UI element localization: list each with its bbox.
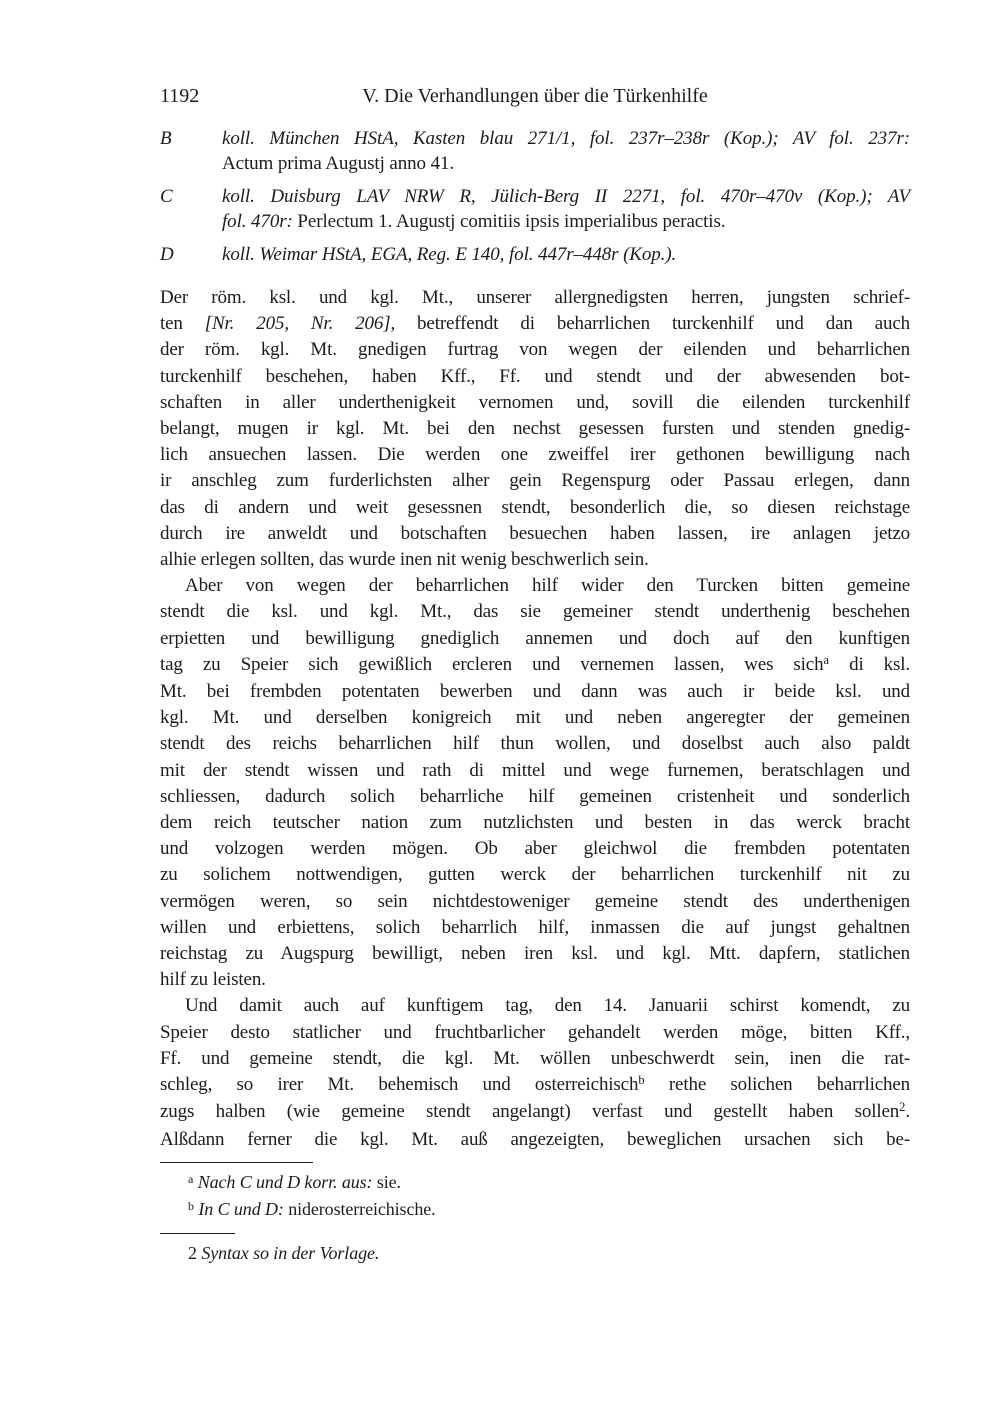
text-line [160, 1197, 910, 1224]
text-line [160, 1099, 910, 1126]
text-run: reichstag zu Augspurg bewilligt, neben iren ksl. und kgl. Mtt. dapfern, statlichen [160, 943, 910, 965]
text-line [160, 495, 910, 521]
commentary-notes [160, 1241, 910, 1266]
text-line [160, 915, 910, 941]
text-line [222, 209, 910, 234]
text-run: Syntax so in der Vorlage. [201, 1242, 380, 1263]
text-run: schliessen, dadurch solich beharrliche hilf gemeinen cristenheit und sonderlich [160, 785, 910, 807]
text-run: vermögen weren, so sein nichtdestoweniger gemeine stendt des underthenigen [160, 890, 910, 912]
text-line [160, 862, 910, 888]
text-line [160, 652, 910, 679]
paragraph-3 [160, 993, 910, 1152]
text-run: Ff. und gemeine stendt, die kgl. Mt. wöllen unbeschwerdt sein, inen die rat- [160, 1047, 910, 1069]
text-run: , betreffendt di beharrlichen turckenhilf und dan auch [390, 313, 910, 335]
text-run: willen und erbiettens, solich beharrlich hilf, inmassen die auf jungst gehaltnen [160, 916, 910, 938]
running-head: V. Die Verhandlungen über die Türkenhilfe [362, 85, 708, 107]
text-line [160, 521, 910, 547]
text-run: stendt die ksl. und kgl. Mt., das sie gemeiner stendt underthenig beschehen [160, 601, 910, 623]
text-run: Perlectum 1. Augustj comitiis ipsis imperialibus peractis. [292, 211, 726, 232]
text-run: di ksl. [829, 653, 910, 675]
text-line [160, 967, 910, 993]
text-run: das di andern und weit gesessnen stendt, besonderlich die, so diesen reichstage [160, 496, 910, 518]
text-line [160, 390, 910, 416]
text-line [160, 705, 910, 731]
source-reference [222, 126, 910, 176]
text-run: koll. Weimar HStA, EGA, Reg. E 140, fol. 447r–448r (Kop.). [222, 244, 677, 265]
footnote-marker: b [188, 1198, 194, 1213]
text-run: koll. Duisburg LAV NRW R, Jülich-Berg II 2271, fol. 470r–470v (Kop.); AV [222, 186, 910, 207]
text-run: Mt. bei frembden potentaten bewerben und dann was auch ir beide ksl. und [160, 681, 910, 703]
text-line [222, 151, 910, 176]
source-reference [222, 242, 910, 267]
text-line [160, 1046, 910, 1072]
text-run: niderosterreichische. [283, 1198, 436, 1219]
text-line [160, 1127, 910, 1153]
page-number: 1192 [160, 85, 200, 107]
text-run: In C und D: [194, 1198, 284, 1219]
text-run: schleg, so irer Mt. behemisch und osterreichisch [160, 1074, 639, 1096]
text-line [160, 285, 910, 311]
text-line [160, 941, 910, 967]
text-line [160, 599, 910, 625]
text-run: . [905, 1101, 910, 1123]
footnote-marker: a [188, 1171, 194, 1186]
text-run: schaften in aller underthenigkeit vernomen und, sovill die eilenden turckenhilf [160, 391, 910, 413]
text-run: Aber von wegen der beharrlichen hilf wider den Turcken bitten gemeine [185, 575, 910, 597]
text-line [160, 1020, 910, 1046]
text-run: lich ansuechen lassen. Die werden one zweiffel irer gethonen bewilligung nach [160, 444, 910, 466]
text-line [222, 184, 910, 209]
paragraph-1 [160, 285, 910, 573]
text-line [160, 547, 910, 573]
text-line [222, 242, 910, 267]
text-line [160, 442, 910, 468]
paragraph-2 [160, 573, 910, 993]
text-run: und volzogen werden mögen. Ob aber gleichwol die frembden potentaten [160, 838, 910, 860]
text-line [160, 626, 910, 652]
footnote-marker: a [823, 652, 830, 667]
text-run: ir anschleg zum furderlichsten alher gein Regenspurg oder Passau erlegen, dann [160, 470, 910, 492]
commentary-rule [160, 1233, 235, 1234]
text-run: Alßdann ferner die kgl. Mt. auß angezeigten, beweglichen ursachen sich be- [160, 1128, 910, 1150]
apparatus-notes [160, 1170, 910, 1224]
footnote-marker: b [638, 1073, 645, 1088]
text-line [160, 731, 910, 757]
text-run: zugs halben (wie gemeine stendt angelangt) verfast und gestellt haben sollen [160, 1101, 900, 1123]
source-list [160, 126, 910, 267]
text-run: Speier desto statlicher und fruchtbarlicher gehandelt werden möge, bitten Kff., [160, 1021, 910, 1043]
text-run: Und damit auch auf kunftigem tag, den 14. Januarii schirst komendt, zu [185, 995, 910, 1017]
text-run: erpietten und bewilligung gnediglich annemen und doch auf den kunftigen [160, 627, 910, 649]
text-run: alhie erlegen sollten, das wurde inen nit wenig beschwerlich sein. [160, 549, 649, 571]
page-header [160, 84, 910, 108]
text-line [160, 311, 910, 337]
text-column [160, 84, 910, 1266]
source-siglum: B [160, 128, 172, 149]
text-run: koll. München HStA, Kasten blau 271/1, fol. 237r–238r (Kop.); AV fol. 237r: [222, 128, 910, 149]
text-line [160, 364, 910, 390]
text-run: mit der stendt wissen und rath di mittel und wege furnemen, beratschlagen und [160, 759, 910, 781]
text-line [160, 810, 910, 836]
source-siglum: C [160, 186, 173, 207]
text-line [160, 1170, 910, 1197]
text-line [160, 679, 910, 705]
text-run: durch ire anweldt und botschaften besuechen haben lassen, ire anlagen jetzo [160, 522, 910, 544]
text-run: tag zu Speier sich gewißlich ercleren und vernemen lassen, wes sich [160, 653, 824, 675]
text-run: fol. 470r: [222, 211, 293, 232]
text-line [222, 126, 910, 151]
text-line [160, 1241, 910, 1266]
text-line [160, 889, 910, 915]
body-text [160, 285, 910, 1153]
text-run: kgl. Mt. und derselben konigreich mit und neben angeregter der gemeinen [160, 707, 910, 729]
source-item-b [160, 126, 910, 176]
text-run: hilf zu leisten. [160, 969, 266, 991]
text-run: belangt, mugen ir kgl. Mt. bei den nechst gesessen fursten und stenden gnedig- [160, 418, 910, 440]
footnotes-section [160, 1162, 910, 1266]
text-run: ten [160, 313, 205, 335]
text-run: Nach C und D korr. aus: [193, 1171, 373, 1192]
text-line [160, 337, 910, 363]
apparatus-rule [160, 1162, 313, 1163]
text-line [160, 468, 910, 494]
text-run: turckenhilf beschehen, haben Kff., Ff. und stendt und der abwesenden bot- [160, 365, 910, 387]
footnote-marker: 2 [899, 1100, 906, 1115]
text-line [160, 758, 910, 784]
text-line [160, 993, 910, 1019]
text-run: Actum prima Augustj anno 41. [222, 153, 455, 174]
text-run: zu solichem nottwendigen, gutten werck der beharrlichen turckenhilf nit zu [160, 864, 910, 886]
source-item-c [160, 184, 910, 234]
text-run: sie. [372, 1171, 401, 1192]
text-run: dem reich teutscher nation zum nutzlichsten und besten in das werck bracht [160, 812, 910, 834]
source-item-d [160, 242, 910, 267]
source-siglum: D [160, 244, 174, 265]
text-run: der röm. kgl. Mt. gnedigen furtrag von wegen der eilenden und beharrlichen [160, 339, 910, 361]
text-line [160, 1072, 910, 1099]
text-run: stendt des reichs beharrlichen hilf thun wollen, und doselbst auch also paldt [160, 733, 910, 755]
text-run: Der röm. ksl. und kgl. Mt., unserer allergnedigsten herren, jungsten schrief- [160, 287, 910, 308]
text-run: [Nr. 205, Nr. 206] [204, 313, 391, 335]
text-run: 2 [188, 1242, 202, 1263]
text-run: rethe solichen beharrlichen [644, 1074, 910, 1096]
source-reference [222, 184, 910, 234]
text-line [160, 573, 910, 599]
text-line [160, 784, 910, 810]
text-line [160, 836, 910, 862]
text-line [160, 416, 910, 442]
